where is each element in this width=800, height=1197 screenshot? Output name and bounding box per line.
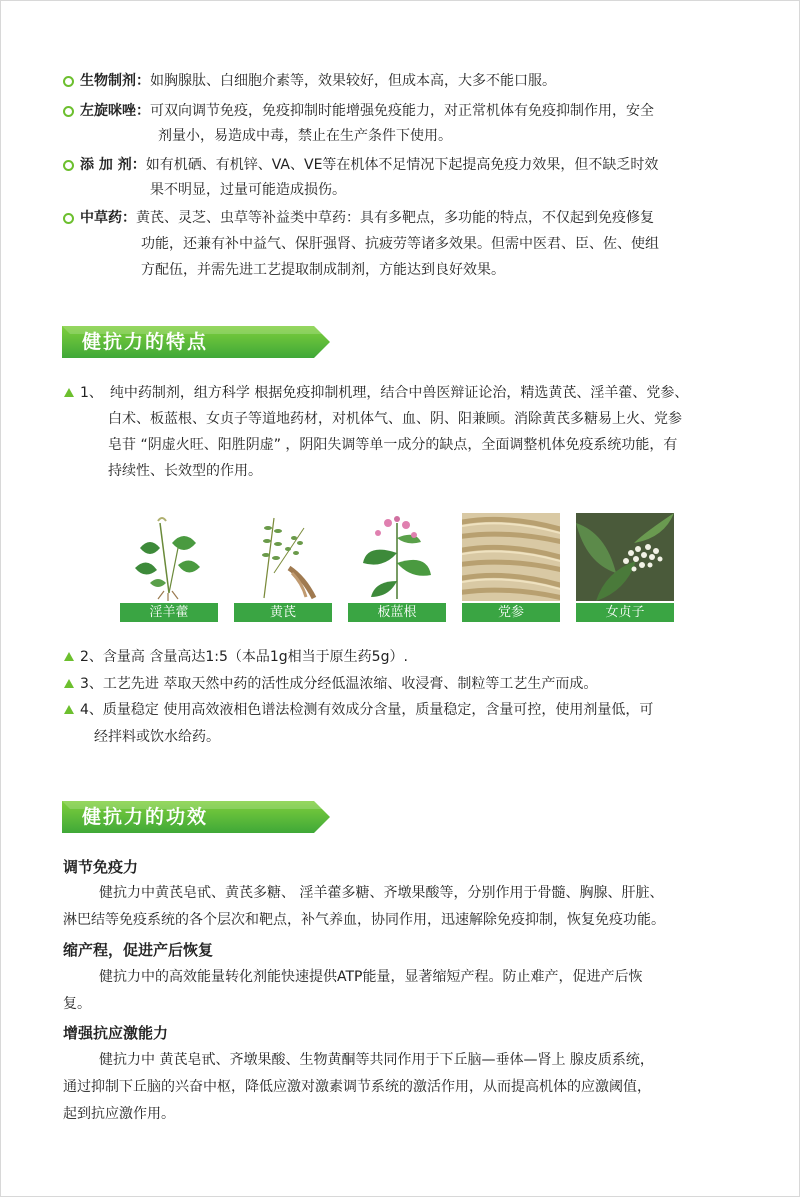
circle-bullet-icon [63, 106, 74, 117]
herb-card-huangqi [234, 513, 332, 622]
intro-term: 生物制剂： [80, 73, 150, 89]
section-banner-features [62, 326, 330, 358]
triangle-bullet-icon [64, 679, 74, 688]
herb-card-banlangen [348, 513, 446, 622]
herb-label: 板蓝根 [348, 603, 446, 622]
efficacy-text-1: 健抗力中黄芪皂甙、黄芪多糖、 淫羊藿多糖、齐墩果酸等，分别作用于骨髓、胸腺、肝脏、 [99, 885, 664, 901]
triangle-bullet-icon [64, 388, 74, 397]
intro-text: 如胸腺肽、白细胞介素等，效果较好，但成本高，大多不能口服。 [150, 73, 556, 89]
efficacy-heading-3: 增强抗应激能力 [63, 1024, 169, 1042]
herb-image-yinyanghuo [120, 513, 218, 601]
triangle-bullet-icon [64, 652, 74, 661]
herb-label: 女贞子 [576, 603, 674, 622]
herb-label: 黄芪 [234, 603, 332, 622]
triangle-bullet-icon [64, 705, 74, 714]
feature-point-4-line: 经拌料或饮水给药。 [94, 729, 220, 745]
feature-point-4: 4、质量稳定 使用高效液相色谱法检测有效成分含量，质量稳定，含量可控，使用剂量低，可 [80, 702, 654, 718]
feature-point-1-line: 白术、板蓝根、女贞子等道地药材，对机体气、血、阴、阳兼顾。消除黄芪多糖易上火、党参 [108, 411, 682, 427]
circle-bullet-icon [63, 160, 74, 171]
efficacy-text-2-line: 复。 [63, 996, 91, 1012]
herb-image-dangshen [462, 513, 560, 601]
feature-point-2: 2、含量高 含量高达1:5（本品1g相当于原生药5g）. [80, 649, 408, 665]
intro-text: 如有机硒、有机锌、VA、VE等在机体不足情况下起提高免疫力效果，但不缺乏时效 [145, 157, 659, 173]
intro-text: 方配伍，并需先进工艺提取制成制剂，方能达到良好效果。 [141, 262, 505, 278]
intro-item-4 [80, 208, 654, 228]
herb-label: 淫羊藿 [120, 603, 218, 622]
intro-term: 添 加 剂： [80, 157, 146, 173]
intro-text: 果不明显，过量可能造成损伤。 [150, 182, 346, 198]
efficacy-heading-1: 调节免疫力 [63, 858, 139, 876]
herb-card-nvzhenzi [576, 513, 674, 622]
feature-point-1-line: 持续性、长效型的作用。 [108, 463, 262, 479]
herb-card-yinyanghuo [120, 513, 218, 622]
herb-image-banlangen [348, 513, 446, 601]
efficacy-text-3-line: 通过抑制下丘脑的兴奋中枢，降低应激对激素调节系统的激活作用，从而提高机体的应激阈值， [63, 1079, 651, 1095]
intro-term: 左旋咪唑： [80, 103, 150, 119]
circle-bullet-icon [63, 76, 74, 87]
herb-card-dangshen [462, 513, 560, 622]
section-title: 健抗力的特点 [82, 331, 209, 353]
feature-point-1: 1、 纯中药制剂，组方科学 根据免疫抑制机理，结合中兽医辩证论治，精选黄芪、淫羊藿、党参、 [80, 385, 689, 401]
intro-text: 可双向调节免疫，免疫抑制时能增强免疫能力，对正常机体有免疫抑制作用，安全 [150, 103, 654, 119]
section-banner-efficacy [62, 801, 330, 833]
intro-text: 黄芪、灵芝、虫草等补益类中草药：具有多靶点，多功能的特点，不仅起到免疫修复 [136, 210, 654, 226]
efficacy-text-2: 健抗力中的高效能量转化剂能快速提供ATP能量，显著缩短产程。防止难产，促进产后恢 [99, 969, 643, 985]
intro-term: 中草药： [80, 210, 136, 226]
intro-text: 功能，还兼有补中益气、保肝强肾、抗疲劳等诸多效果。但需中医君、臣、佐、使组 [141, 236, 659, 252]
intro-item-3 [80, 155, 658, 175]
section-title: 健抗力的功效 [82, 806, 209, 828]
intro-text: 剂量小，易造成中毒，禁止在生产条件下使用。 [158, 128, 452, 144]
intro-item-1 [80, 71, 556, 91]
feature-point-3: 3、工艺先进 萃取天然中药的活性成分经低温浓缩、收浸膏、制粒等工艺生产而成。 [80, 676, 598, 692]
intro-item-2 [80, 101, 654, 121]
efficacy-text-1-line: 淋巴结等免疫系统的各个层次和靶点，补气养血，协同作用，迅速解除免疫抑制，恢复免疫功能。 [63, 912, 665, 928]
efficacy-text-3: 健抗力中 黄芪皂甙、齐墩果酸、生物黄酮等共同作用于下丘脑—垂体—肾上 腺皮质系统， [99, 1052, 654, 1068]
herb-label: 党参 [462, 603, 560, 622]
herb-image-nvzhenzi [576, 513, 674, 601]
circle-bullet-icon [63, 213, 74, 224]
herb-image-huangqi [234, 513, 332, 601]
efficacy-heading-2: 缩产程，促进产后恢复 [63, 941, 214, 959]
feature-point-1-line: 皂苷 “阴虚火旺、阳胜阴虚” ，阴阳失调等单一成分的缺点，全面调整机体免疫系统功能，有 [108, 437, 678, 453]
efficacy-text-3-line: 起到抗应激作用。 [63, 1106, 175, 1122]
